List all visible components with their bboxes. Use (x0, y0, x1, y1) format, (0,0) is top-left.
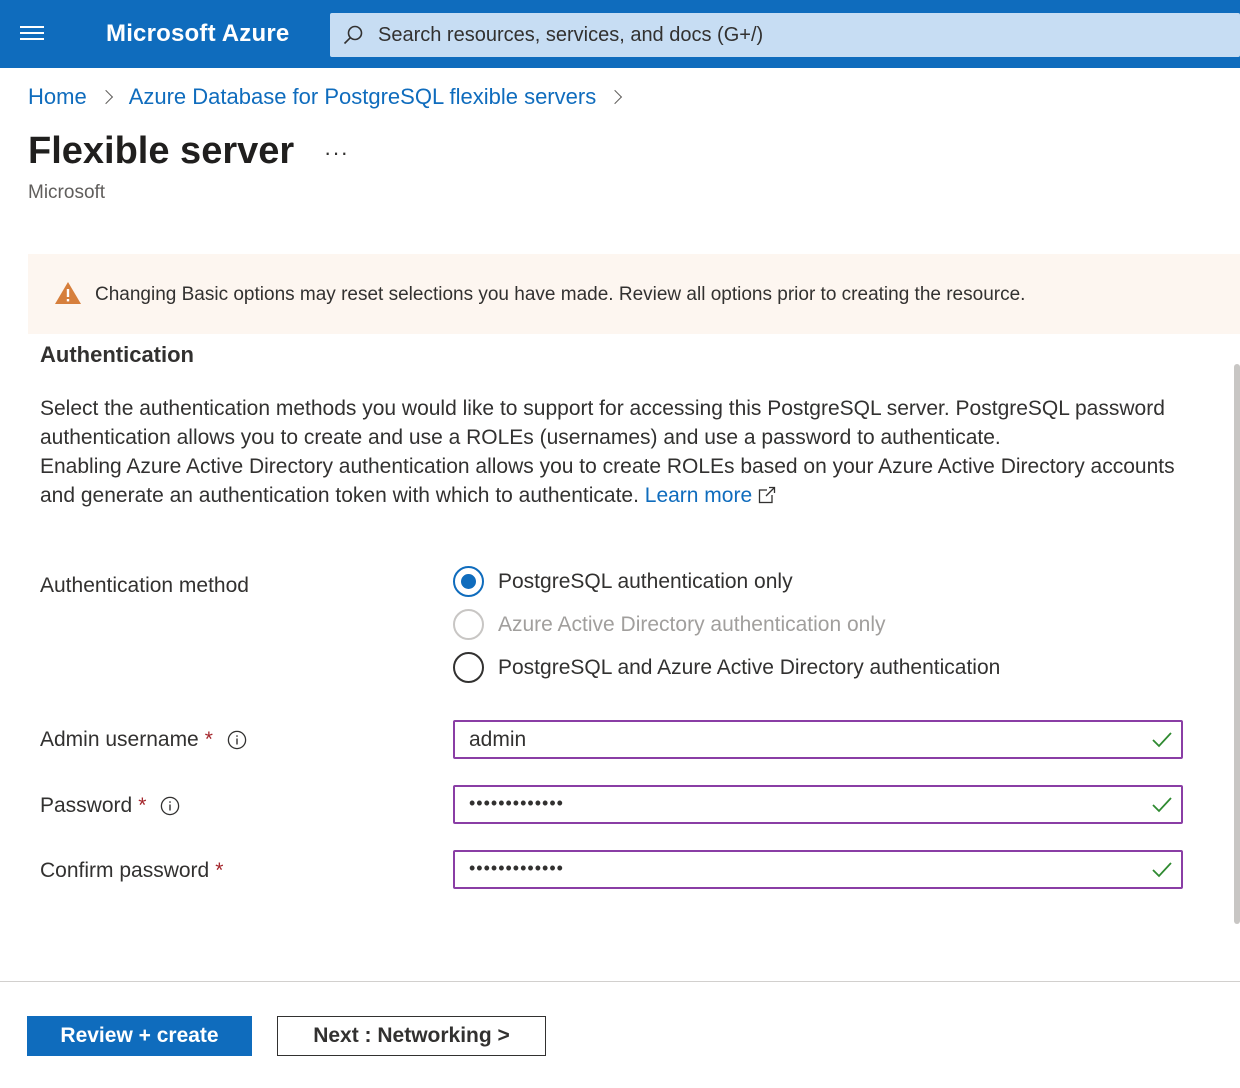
page-subtitle: Microsoft (28, 182, 106, 203)
top-bar (0, 0, 1240, 68)
section-title-authentication: Authentication (40, 342, 194, 367)
auth-description-line1: Select the authentication methods you would like to support for accessing this PostgreSQL server. PostgreSQL password authentication allows you to create and use a ROLEs (usernames) and use a password to authenticate. (40, 397, 1165, 449)
password-input[interactable]: ••••••••••••• (469, 793, 564, 813)
admin-username-field[interactable] (453, 720, 1183, 759)
review-create-button[interactable]: Review + create (27, 1016, 252, 1056)
hamburger-icon[interactable] (20, 22, 48, 46)
checkmark-icon (1151, 860, 1173, 880)
radio-postgresql-and-aad[interactable] (453, 652, 1000, 683)
scrollbar[interactable] (1234, 364, 1240, 924)
chevron-right-icon (608, 90, 622, 104)
info-icon[interactable] (227, 730, 247, 750)
admin-username-label (40, 728, 247, 752)
checkmark-icon (1151, 730, 1173, 750)
radio-postgresql-only[interactable] (453, 566, 793, 597)
radio-button-selected[interactable] (453, 566, 484, 597)
required-asterisk: * (204, 728, 213, 751)
password-label-text: Password (40, 794, 133, 817)
auth-method-label-text: Authentication method (40, 574, 249, 597)
auth-method-label (40, 574, 249, 598)
warning-banner (28, 254, 1240, 334)
password-field[interactable] (453, 785, 1183, 824)
next-networking-button[interactable]: Next : Networking > (277, 1016, 546, 1056)
info-icon[interactable] (160, 796, 180, 816)
radio-button[interactable] (453, 652, 484, 683)
page-title: Flexible server (28, 130, 295, 172)
admin-username-input[interactable] (469, 722, 1129, 757)
auth-description-line2-text: Enabling Azure Active Directory authentication allows you to create ROLEs based on your Azure Active Directory accounts and generate an authentication token with which to authenticate. (40, 455, 1175, 507)
required-asterisk: * (215, 859, 224, 882)
confirm-password-field[interactable] (453, 850, 1183, 889)
password-label (40, 794, 180, 818)
warning-icon (54, 281, 82, 305)
confirm-password-input[interactable]: ••••••••••••• (469, 858, 564, 878)
learn-more-link[interactable]: Learn more (644, 484, 753, 507)
auth-description-line2 (40, 452, 1200, 510)
search-icon (342, 24, 364, 46)
chevron-right-icon (99, 90, 113, 104)
external-link-icon[interactable] (758, 486, 776, 504)
radio-postgresql-and-aad-label: PostgreSQL and Azure Active Directory authentication (498, 655, 1001, 679)
breadcrumb-home[interactable]: Home (28, 84, 87, 109)
global-search[interactable] (330, 13, 1240, 57)
radio-button-disabled (453, 609, 484, 640)
breadcrumb (28, 84, 638, 110)
search-input[interactable] (378, 13, 1218, 57)
footer-divider (0, 981, 1240, 982)
radio-postgresql-only-label: PostgreSQL authentication only (498, 569, 793, 593)
auth-description (40, 394, 1200, 510)
admin-username-label-text: Admin username (40, 728, 199, 751)
warning-text: Changing Basic options may reset selections you have made. Review all options prior to creating the resource. (95, 284, 1026, 305)
radio-aad-only (453, 609, 886, 640)
confirm-password-label (40, 859, 223, 883)
breadcrumb-postgresql-flexible-servers[interactable]: Azure Database for PostgreSQL flexible servers (128, 84, 597, 109)
checkmark-icon (1151, 795, 1173, 815)
more-options-button[interactable]: ··· (324, 140, 349, 165)
radio-aad-only-label: Azure Active Directory authentication only (498, 612, 886, 636)
brand-title[interactable]: Microsoft Azure (106, 20, 290, 47)
confirm-password-label-text: Confirm password (40, 859, 210, 882)
required-asterisk: * (138, 794, 147, 817)
